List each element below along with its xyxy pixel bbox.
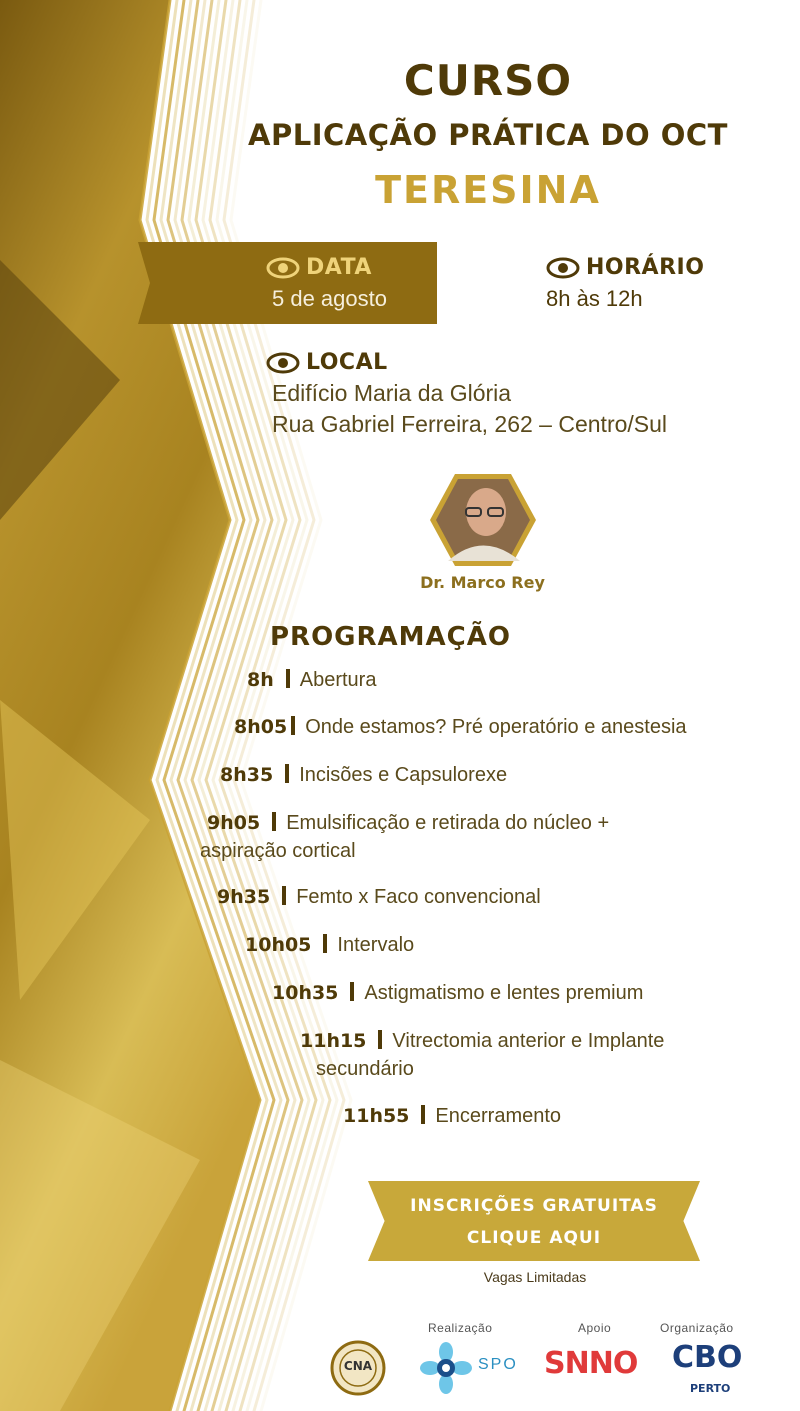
program-item [220,764,507,787]
program-text: Encerramento [435,1105,562,1127]
program-time: 11h55 [343,1105,410,1127]
program-time: 10h35 [272,982,339,1004]
speaker-photo [428,472,538,568]
organizacao-label: Organização [660,1321,734,1335]
program-item [300,1030,664,1053]
location-line2: Rua Gabriel Ferreira, 262 – Centro/Sul [272,411,668,437]
program-title: PROGRAMAÇÃO [270,622,511,652]
cbo-sub: PERTO [690,1382,731,1395]
program-time: 10h05 [245,934,312,956]
program-item [234,716,687,739]
register-button-line2[interactable]: CLIQUE AQUI [466,1228,602,1248]
location-line1: Edifício Maria da Glória [272,380,512,406]
cbo-logo: CBO [672,1340,743,1375]
program-text-cont: secundário [316,1058,414,1080]
program-text: Vitrectomia anterior e Implante [392,1030,665,1052]
date-label [266,255,372,280]
program-time: 11h15 [300,1030,367,1052]
time-label-text: HORÁRIO [586,255,705,280]
snno-logo: SNNO [544,1346,638,1381]
eye-icon [266,257,300,279]
program-text-cont: aspiração cortical [200,840,356,862]
speaker-name: Dr. Marco Rey [420,573,545,592]
date-label-text: DATA [306,255,372,280]
program-item [207,812,609,835]
realizacao-label: Realização [428,1321,493,1335]
course-city: TERESINA [375,168,601,212]
program-item [272,982,643,1005]
program-time: 9h35 [217,886,271,908]
time-label [546,255,704,280]
program-time: 8h [247,669,274,691]
spo-flower-icon [420,1342,472,1394]
location-label-text: LOCAL [306,350,388,375]
spo-text: SPO [478,1356,518,1373]
date-value: 5 de agosto [272,286,387,311]
register-button[interactable] [368,1181,700,1261]
time-value: 8h às 12h [546,286,643,311]
program-text: Femto x Faco convencional [296,886,541,908]
program-text: Emulsificação e retirada do núcleo + [286,812,610,834]
program-text: Intervalo [337,934,415,956]
program-item [343,1105,561,1128]
program-item [245,934,414,957]
cna-seal-text: CNA [343,1359,373,1373]
program-text: Onde estamos? Pré operatório e anestesia [305,716,687,738]
register-button-line1[interactable]: INSCRIÇÕES GRATUITAS [410,1196,658,1216]
program-item [217,886,541,909]
eye-icon [266,352,300,374]
limited-seats-note: Vagas Limitadas [483,1269,587,1285]
program-text: Incisões e Capsulorexe [299,764,508,786]
eye-icon [546,257,580,279]
program-time: 8h35 [220,764,274,786]
program-time: 8h05 [234,716,288,738]
apoio-label: Apoio [578,1321,612,1335]
course-title: CURSO [403,56,573,105]
program-text: Astigmatismo e lentes premium [364,982,644,1004]
location-label [266,350,388,375]
program-item [247,669,376,692]
program-time: 9h05 [207,812,261,834]
program-text: Abertura [299,669,377,691]
course-subtitle: APLICAÇÃO PRÁTICA DO OCT [248,118,728,152]
